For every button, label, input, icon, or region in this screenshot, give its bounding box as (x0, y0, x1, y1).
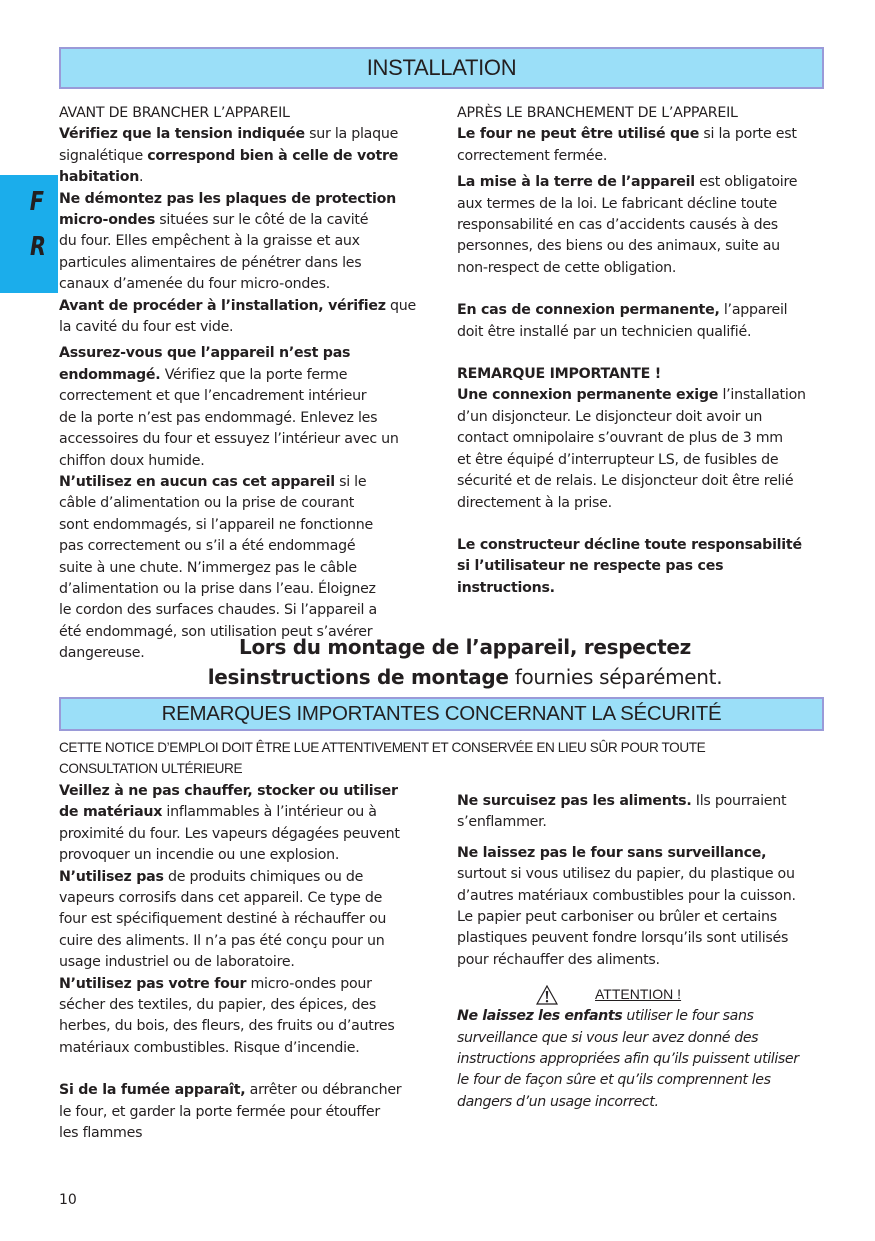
text-line: suite à une chute. N’immergez pas le câble (59, 559, 357, 576)
before-connecting-text (59, 124, 439, 664)
notice-line-2: CONSULTATION ULTÉRIEURE (59, 761, 243, 776)
text-line: N’utilisez en aucun cas cet appareil si le (59, 473, 367, 490)
unattended-paragraph (457, 843, 827, 971)
safety-right-column (457, 791, 827, 1113)
text-line: surtout si vous utilisez du papier, du plastique ou (457, 866, 795, 883)
text-line: d’alimentation ou la prise dans l’eau. Éloignez (59, 580, 376, 597)
text-line: usage industriel ou de laboratoire. (59, 954, 295, 971)
text-line: câble d’alimentation ou la prise de courant (59, 495, 355, 512)
text-line: de matériaux inflammables à l’intérieur ou à (59, 804, 377, 821)
text-line: particules alimentaires de pénétrer dans les (59, 254, 362, 271)
text-line: pour réchauffer des aliments. (457, 951, 660, 968)
text-line: Si de la fumée apparaît, arrêter ou débrancher (59, 1082, 402, 1099)
text-line: du four. Elles empêchent à la graisse et aux (59, 233, 360, 250)
keep-manual-notice (59, 737, 829, 779)
text-line: et être équipé d’interrupteur LS, de fusibles de (457, 451, 779, 468)
after-connecting-heading: APRÈS LE BRANCHEMENT DE L’APPAREIL (457, 105, 738, 121)
text-line: instructions. (457, 579, 555, 596)
text-line: Ne démontez pas les plaques de protection (59, 190, 396, 207)
text-line: four est spécifiquement destiné à réchauffer ou (59, 911, 387, 928)
text-line: Une connexion permanente exige l’installation (457, 387, 806, 404)
text-line: sécurité et de relais. Le disjoncteur doit être relié (457, 473, 794, 490)
text-line: matériaux combustibles. Risque d’incendie. (59, 1039, 360, 1056)
text-line: le four, et garder la porte fermée pour étouffer (59, 1103, 380, 1120)
earthing-paragraph (457, 172, 827, 279)
notice-line-1: CETTE NOTICE D’EMPLOI DOIT ÊTRE LUE ATTENTIVEMENT ET CONSERVÉE EN LIEU SÛR POUR TOUTE (59, 740, 706, 755)
section-header-safety: REMARQUES IMPORTANTES CONCERNANT LA SÉCURITÉ (59, 697, 824, 731)
text-line: directement à la prise. (457, 494, 612, 511)
text-line: signalétique correspond bien à celle de votre (59, 147, 399, 164)
text-line: d’autres matériaux combustibles pour la cuisson. (457, 887, 796, 904)
text-line: sont endommagés, si l’appareil ne fonctionne (59, 516, 373, 533)
text-line: sécher des textiles, du papier, des épices, des (59, 997, 377, 1014)
text-line: Ne surcuisez pas les aliments. Ils pourraient (457, 793, 787, 809)
text-line: responsabilité en cas d’accidents causés à des (457, 217, 778, 234)
text-line: Assurez-vous que l’appareil n’est pas (59, 345, 351, 362)
text-line: les flammes (59, 1125, 143, 1142)
safety-left-column (59, 781, 439, 1145)
text-line: vapeurs corrosifs dans cet appareil. Ce type de (59, 890, 383, 907)
text-line: si l’utilisateur ne respecte pas ces (457, 558, 724, 575)
text-line: provoquer un incendie ou une explosion. (59, 847, 340, 864)
text-line: de la porte n’est pas endommagé. Enlevez les (59, 409, 378, 426)
page-number: 10 (59, 1192, 77, 1208)
text-line: cuire des aliments. Il n’a pas été conçu pour un (59, 932, 385, 949)
text-line: Ne laissez pas le four sans surveillance, (457, 844, 767, 861)
door-closed-paragraph (457, 124, 827, 167)
text-line: La mise à la terre de l’appareil est obligatoire (457, 174, 798, 191)
text-line: la cavité du four est vide. (59, 319, 234, 336)
text-line: s’enflammer. (457, 814, 547, 831)
text-line: En cas de connexion permanente, l’appareil (457, 302, 788, 319)
section-header-installation: INSTALLATION (59, 47, 824, 89)
language-tab-fr (0, 175, 58, 293)
overcook-paragraph (457, 791, 827, 834)
flammable-materials-paragraph (59, 781, 439, 1059)
text-line: le four de façon sûre et qu’ils comprennent les (457, 1072, 771, 1089)
text-line: habitation. (59, 169, 144, 186)
text-line: micro-ondes situées sur le côté de la cavité (59, 212, 369, 229)
text-line: doit être installé par un technicien qualifié. (457, 323, 752, 340)
text-line: été endommagé, son utilisation peut s’avérer (59, 623, 373, 640)
text-line: contact omnipolaire s’ouvrant de plus de 3 mm (457, 430, 783, 447)
before-connecting-column (59, 103, 439, 665)
text-line: N’utilisez pas votre four micro-ondes pour (59, 975, 372, 992)
language-letter-f: F (29, 187, 44, 217)
smoke-paragraph (59, 1080, 439, 1144)
text-line: Ne laissez les enfants utiliser le four sans (457, 1008, 754, 1025)
text-line: Lors du montage de l’appareil, respectez les (207, 635, 691, 689)
text-line: Veillez à ne pas chauffer, stocker ou utiliser (59, 783, 398, 799)
text-line: herbes, du bois, des fleurs, des fruits ou d’autres (59, 1018, 395, 1035)
text-line: dangereuse. (59, 645, 145, 662)
text-line: accessoires du four et essuyez l’intérieur avec un (59, 431, 399, 448)
text-line: instructions de montage fournies séparément. (239, 665, 723, 689)
attention-heading (457, 984, 827, 1006)
text-line: correctement fermée. (457, 147, 608, 164)
text-line: proximité du four. Les vapeurs dégagées peuvent (59, 825, 400, 842)
text-line: instructions appropriées afin qu’ils puissent utiliser (457, 1051, 799, 1068)
children-warning-paragraph (457, 1006, 827, 1113)
mounting-instructions-note (200, 632, 730, 692)
text-line: le cordon des surfaces chaudes. Si l’appareil a (59, 602, 377, 619)
text-line: dangers d’un usage incorrect. (457, 1093, 659, 1110)
text-line: Le constructeur décline toute responsabilité (457, 536, 802, 553)
text-line: surveillance que si vous leur avez donné des (457, 1029, 759, 1046)
text-line: endommagé. Vérifiez que la porte ferme (59, 366, 348, 383)
language-letter-r: R (30, 232, 47, 262)
warning-triangle-icon (536, 985, 558, 1005)
text-line: N’utilisez pas de produits chimiques ou de (59, 868, 364, 885)
text-line: correctement et que l’encadrement intérieur (59, 388, 367, 405)
manufacturer-disclaimer-paragraph (457, 535, 827, 599)
text-line: Le four ne peut être utilisé que si la porte est (457, 126, 797, 143)
text-line: Vérifiez que la tension indiquée sur la plaque (59, 126, 399, 143)
text-line: non-respect de cette obligation. (457, 259, 677, 276)
text-line: personnes, des biens ou des animaux, suite au (457, 238, 780, 255)
text-line: Le papier peut carboniser ou brûler et certains (457, 909, 777, 926)
text-line: plastiques peuvent fondre lorsqu’ils sont utilisés (457, 930, 789, 947)
text-line: d’un disjoncteur. Le disjoncteur doit avoir un (457, 408, 763, 425)
text-line: chiffon doux humide. (59, 452, 205, 469)
permanent-connection-paragraph (457, 300, 827, 343)
text-line: pas correctement ou s’il a été endommagé (59, 538, 356, 555)
before-connecting-heading: AVANT DE BRANCHER L’APPAREIL (59, 105, 290, 121)
after-connecting-column (457, 103, 827, 599)
text-line: Avant de procéder à l’installation, vérifiez que (59, 297, 417, 314)
text-line: aux termes de la loi. Le fabricant décline toute (457, 195, 777, 212)
text-line: canaux d’amenée du four micro-ondes. (59, 276, 331, 293)
important-note-paragraph (457, 364, 827, 514)
attention-label: ATTENTION ! (595, 986, 682, 1003)
text-line: REMARQUE IMPORTANTE ! (457, 366, 661, 383)
